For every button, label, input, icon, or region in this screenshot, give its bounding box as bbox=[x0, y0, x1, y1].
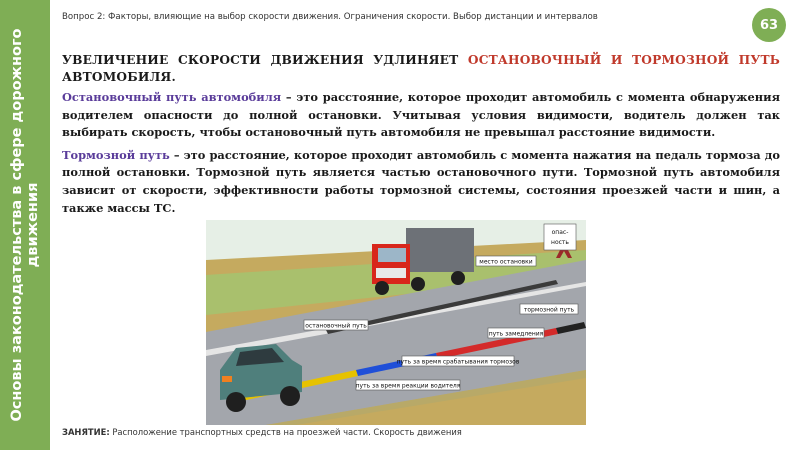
danger-label-box bbox=[544, 224, 576, 250]
footer-text: Расположение транспортных средств на проезжей части. Скорость движения bbox=[109, 427, 462, 437]
truck-windshield bbox=[378, 248, 406, 262]
definition-braking-path bbox=[62, 147, 780, 217]
danger-label-line1: опас- bbox=[551, 229, 569, 236]
sidebar-title: Основы законодательства в сфере дорожного движения bbox=[9, 28, 41, 422]
truck-grille bbox=[376, 268, 406, 278]
brake-response-label: путь за время срабатывания тормозов bbox=[396, 358, 520, 366]
car-wheel-right bbox=[280, 386, 300, 406]
definition-text: – это расстояние, которое проходит автомобиль с момента обнаружения водителем опасности до полной остановки. Учитывая условия видимости, водитель должен так выбирать скорость, чтобы остановочный путь автомобиля не превышал расстояние видимости. bbox=[62, 90, 780, 140]
headline-accent: ОСТАНОВОЧНЫЙ И ТОРМОЗНОЙ ПУТЬ bbox=[467, 53, 780, 67]
truck-wheel-front bbox=[375, 281, 389, 295]
definition-stopping-path bbox=[62, 89, 780, 142]
question-header: Вопрос 2: Факторы, влияющие на выбор скорости движения. Ограничения скорости. Выбор дистанции и интервалов bbox=[62, 12, 598, 22]
footer bbox=[62, 427, 762, 437]
main-content bbox=[62, 52, 780, 217]
definition-text: – это расстояние, которое проходит автомобиль с момента нажатия на педаль тормоза до полной остановки. Тормозной путь является частью остановочного пути. Тормозной путь автомобиля зависит от скорости, эффективности работы тормозной системы, состояния проезжей части и шин, а также массы ТС. bbox=[62, 147, 780, 215]
car-rear-light bbox=[222, 376, 232, 382]
stopping-path-label: остановочный путь bbox=[305, 322, 367, 330]
slide-number-badge: 63 bbox=[752, 8, 786, 42]
truck-wheel-rear bbox=[451, 271, 465, 285]
definition-term: Тормозной путь bbox=[62, 147, 170, 162]
truck-wheel-mid bbox=[411, 277, 425, 291]
headline bbox=[62, 52, 780, 86]
footer-label: ЗАНЯТИЕ: bbox=[62, 427, 110, 437]
braking-path-label: тормозной путь bbox=[523, 306, 575, 314]
sidebar bbox=[0, 0, 50, 450]
headline-part2: АВТОМОБИЛЯ. bbox=[62, 70, 176, 84]
stop-place-label: место остановки bbox=[479, 258, 533, 266]
slowdown-path-label: путь замедления bbox=[488, 330, 544, 338]
reaction-path-label: путь за время реакции водителя bbox=[355, 382, 461, 390]
stopping-distance-illustration bbox=[206, 220, 586, 425]
danger-label-line2: ность bbox=[551, 239, 569, 246]
truck-body bbox=[406, 228, 474, 272]
car-wheel-left bbox=[226, 392, 246, 412]
definition-term: Остановочный путь автомобиля bbox=[62, 90, 282, 104]
headline-part1: УВЕЛИЧЕНИЕ СКОРОСТИ ДВИЖЕНИЯ УДЛИНЯЕТ bbox=[62, 53, 468, 67]
